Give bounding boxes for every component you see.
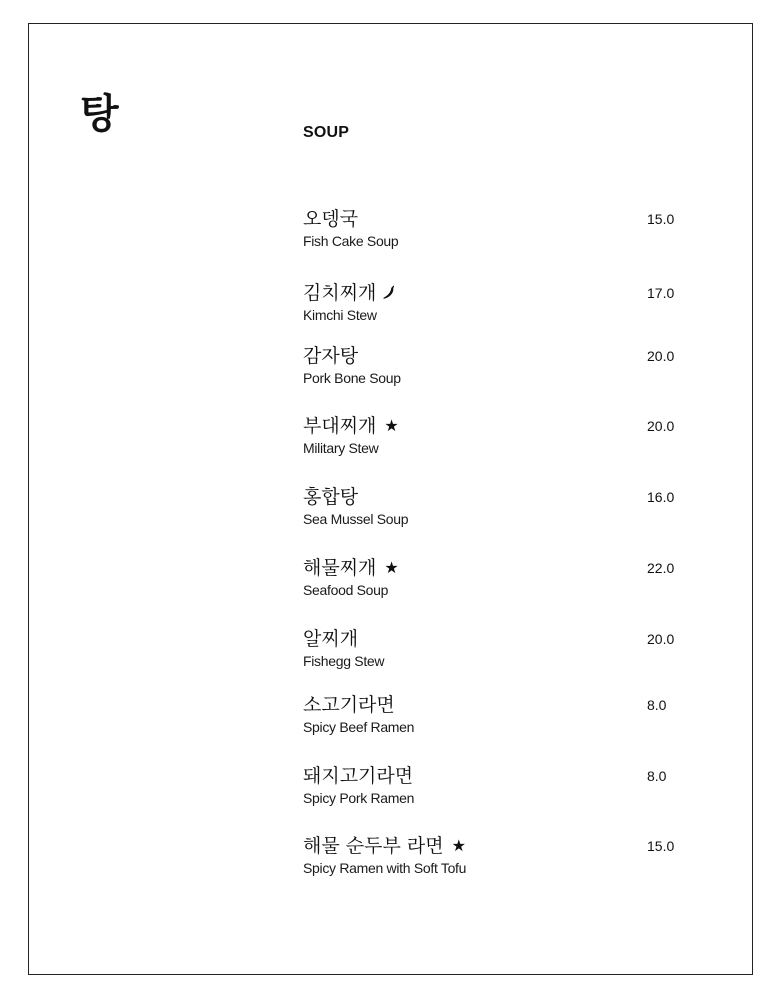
item-name-korean: 감자탕 xyxy=(303,345,359,367)
item-name-english: Military Stew xyxy=(303,440,379,456)
menu-item-kimchi-stew xyxy=(303,282,683,332)
section-title-english: SOUP xyxy=(303,124,350,141)
item-price: 16.0 xyxy=(647,489,675,505)
item-name-english: Spicy Beef Ramen xyxy=(303,719,415,735)
item-name-korean: 소고기라면 xyxy=(303,694,395,716)
star-icon: ★ xyxy=(384,558,399,577)
section-title-korean: 탕 xyxy=(80,91,119,137)
item-price: 17.0 xyxy=(647,285,675,301)
menu-item-seafood-soup xyxy=(303,557,683,607)
item-name-korean: 알찌개 xyxy=(303,628,359,650)
menu-item-fishegg-stew xyxy=(303,628,683,678)
item-price: 20.0 xyxy=(647,348,675,364)
item-name-english: Spicy Pork Ramen xyxy=(303,790,415,806)
item-name-korean: 홍합탕 xyxy=(303,486,359,508)
menu-item-spicy-ramen-soft-tofu xyxy=(303,835,683,885)
item-name-korean: 김치찌개 xyxy=(303,282,396,305)
item-name-english: Kimchi Stew xyxy=(303,307,377,323)
star-icon: ★ xyxy=(384,416,399,435)
item-price: 15.0 xyxy=(647,838,675,854)
item-name-korean: 해물찌개 ★ xyxy=(303,557,399,579)
item-name-english: Seafood Soup xyxy=(303,582,389,598)
chili-pepper-icon xyxy=(382,283,396,305)
item-name-english: Spicy Ramen with Soft Tofu xyxy=(303,860,467,876)
item-name-korean: 돼지고기라면 xyxy=(303,765,414,787)
menu-item-pork-bone-soup xyxy=(303,345,683,395)
menu-item-spicy-beef-ramen xyxy=(303,694,683,744)
star-icon: ★ xyxy=(451,836,466,855)
menu-item-sea-mussel-soup xyxy=(303,486,683,536)
item-price: 8.0 xyxy=(647,697,667,713)
item-name-korean: 부대찌개 ★ xyxy=(303,415,399,437)
item-price: 15.0 xyxy=(647,211,675,227)
item-name-english: Pork Bone Soup xyxy=(303,370,401,386)
item-price: 8.0 xyxy=(647,768,667,784)
item-price: 20.0 xyxy=(647,631,675,647)
item-name-english: Fish Cake Soup xyxy=(303,233,399,249)
menu-item-spicy-pork-ramen xyxy=(303,765,683,815)
menu-item-fish-cake-soup xyxy=(303,208,683,258)
item-price: 22.0 xyxy=(647,560,675,576)
item-name-english: Sea Mussel Soup xyxy=(303,511,409,527)
item-name-english: Fishegg Stew xyxy=(303,653,385,669)
item-name-korean: 해물 순두부 라면 ★ xyxy=(303,835,466,857)
item-price: 20.0 xyxy=(647,418,675,434)
menu-item-military-stew xyxy=(303,415,683,465)
item-name-korean: 오뎅국 xyxy=(303,208,359,230)
